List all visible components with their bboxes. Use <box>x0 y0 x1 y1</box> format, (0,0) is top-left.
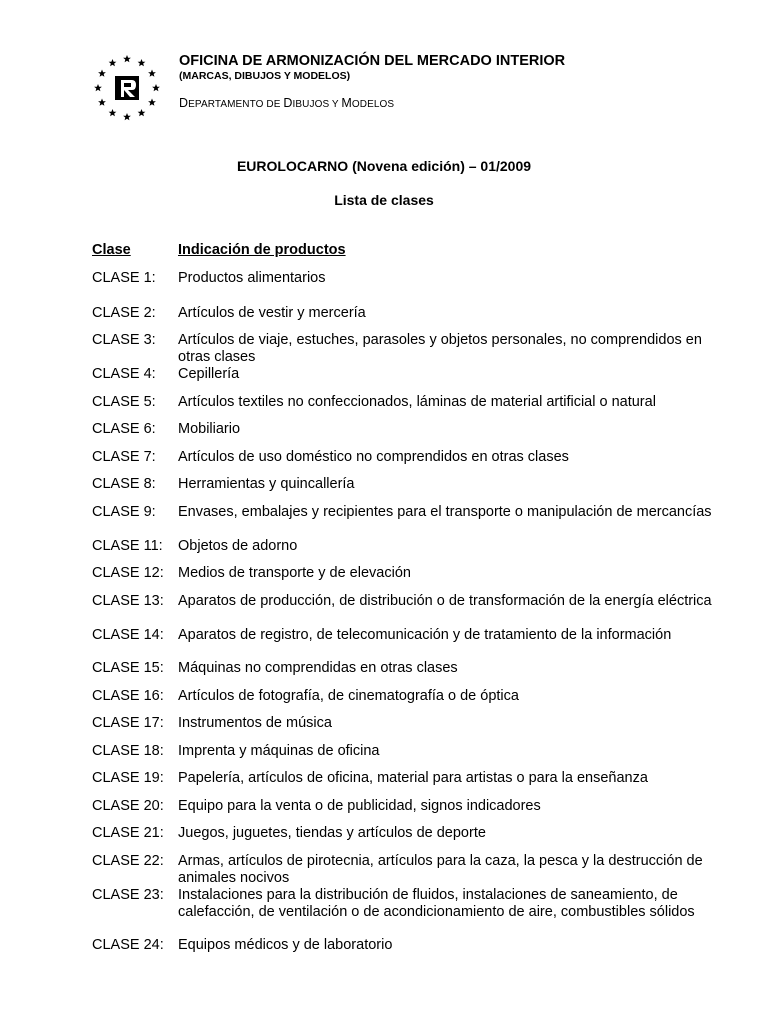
class-description: Equipos médicos y de laboratorio <box>178 937 393 953</box>
class-label: CLASE 23: <box>92 887 164 903</box>
class-description: Herramientas y quincallería <box>178 476 355 492</box>
class-label: CLASE 16: <box>92 688 164 704</box>
document-subtitle: Lista de clases <box>334 192 434 208</box>
oami-eu-stars-logo-icon <box>88 52 168 124</box>
class-label: CLASE 1: <box>92 270 156 286</box>
class-label: CLASE 5: <box>92 394 156 410</box>
class-label: CLASE 19: <box>92 770 164 786</box>
class-description: Productos alimentarios <box>178 270 326 286</box>
class-label: CLASE 24: <box>92 937 164 953</box>
class-description: Mobiliario <box>178 421 241 437</box>
organization-name: OFICINA DE ARMONIZACIÓN DEL MERCADO INTERIOR <box>179 53 566 69</box>
class-description: Artículos de fotografía, de cinematografía o de óptica <box>178 688 519 704</box>
class-description: Imprenta y máquinas de oficina <box>178 743 380 759</box>
class-description: Objetos de adorno <box>178 538 298 554</box>
class-description: Artículos de uso doméstico no comprendidos en otras clases <box>178 449 569 465</box>
class-description: Medios de transporte y de elevación <box>178 565 411 581</box>
class-description: Aparatos de producción, de distribución o de transformación de la energía eléctrica <box>178 593 712 609</box>
class-label: CLASE 3: <box>92 332 156 348</box>
class-description: Artículos de vestir y mercería <box>178 305 366 321</box>
class-description: Artículos de viaje, estuches, parasoles y objetos personales, no comprendidos en otras clases <box>178 332 702 365</box>
class-label: CLASE 2: <box>92 305 156 321</box>
class-description: Juegos, juguetes, tiendas y artículos de deporte <box>178 825 486 841</box>
class-label: CLASE 9: <box>92 504 156 520</box>
class-label: CLASE 14: <box>92 627 164 643</box>
class-label: CLASE 22: <box>92 853 164 869</box>
class-description: Artículos textiles no confeccionados, láminas de material artificial o natural <box>178 394 656 410</box>
class-label: CLASE 7: <box>92 449 156 465</box>
class-label: CLASE 11: <box>92 538 163 554</box>
class-label: CLASE 4: <box>92 366 156 382</box>
organization-subtitle: (MARCAS, DIBUJOS Y MODELOS) <box>179 70 351 82</box>
class-label: CLASE 13: <box>92 593 164 609</box>
class-label: CLASE 12: <box>92 565 164 581</box>
class-description: Cepillería <box>178 366 240 382</box>
column-header-indicacion: Indicación de productos <box>178 242 346 258</box>
column-header-clase: Clase <box>92 242 131 258</box>
class-description: Instalaciones para la distribución de fluidos, instalaciones de saneamiento, de calefacción, de ventilación o de acondicionamiento de aire, combustibles sólidos <box>178 887 695 920</box>
department-name: DEPARTAMENTO DE DIBUJOS Y MODELOS <box>179 96 395 110</box>
class-description: Máquinas no comprendidas en otras clases <box>178 660 458 676</box>
class-label: CLASE 18: <box>92 743 164 759</box>
class-description: Instrumentos de música <box>178 715 332 731</box>
class-label: CLASE 8: <box>92 476 156 492</box>
organization-header <box>179 52 565 110</box>
class-description: Equipo para la venta o de publicidad, signos indicadores <box>178 798 541 814</box>
class-label: CLASE 15: <box>92 660 164 676</box>
class-label: CLASE 17: <box>92 715 164 731</box>
class-description: Papelería, artículos de oficina, material para artistas o para la enseñanza <box>178 770 648 786</box>
class-label: CLASE 20: <box>92 798 164 814</box>
class-description: Aparatos de registro, de telecomunicación y de tratamiento de la información <box>178 627 672 643</box>
class-label: CLASE 6: <box>92 421 156 437</box>
class-description: Envases, embalajes y recipientes para el transporte o manipulación de mercancías <box>178 504 712 520</box>
class-description: Armas, artículos de pirotecnia, artículos para la caza, la pesca y la destrucción de animales nocivos <box>178 853 703 886</box>
document-title: EUROLOCARNO (Novena edición) – 01/2009 <box>236 158 532 174</box>
class-label: CLASE 21: <box>92 825 164 841</box>
